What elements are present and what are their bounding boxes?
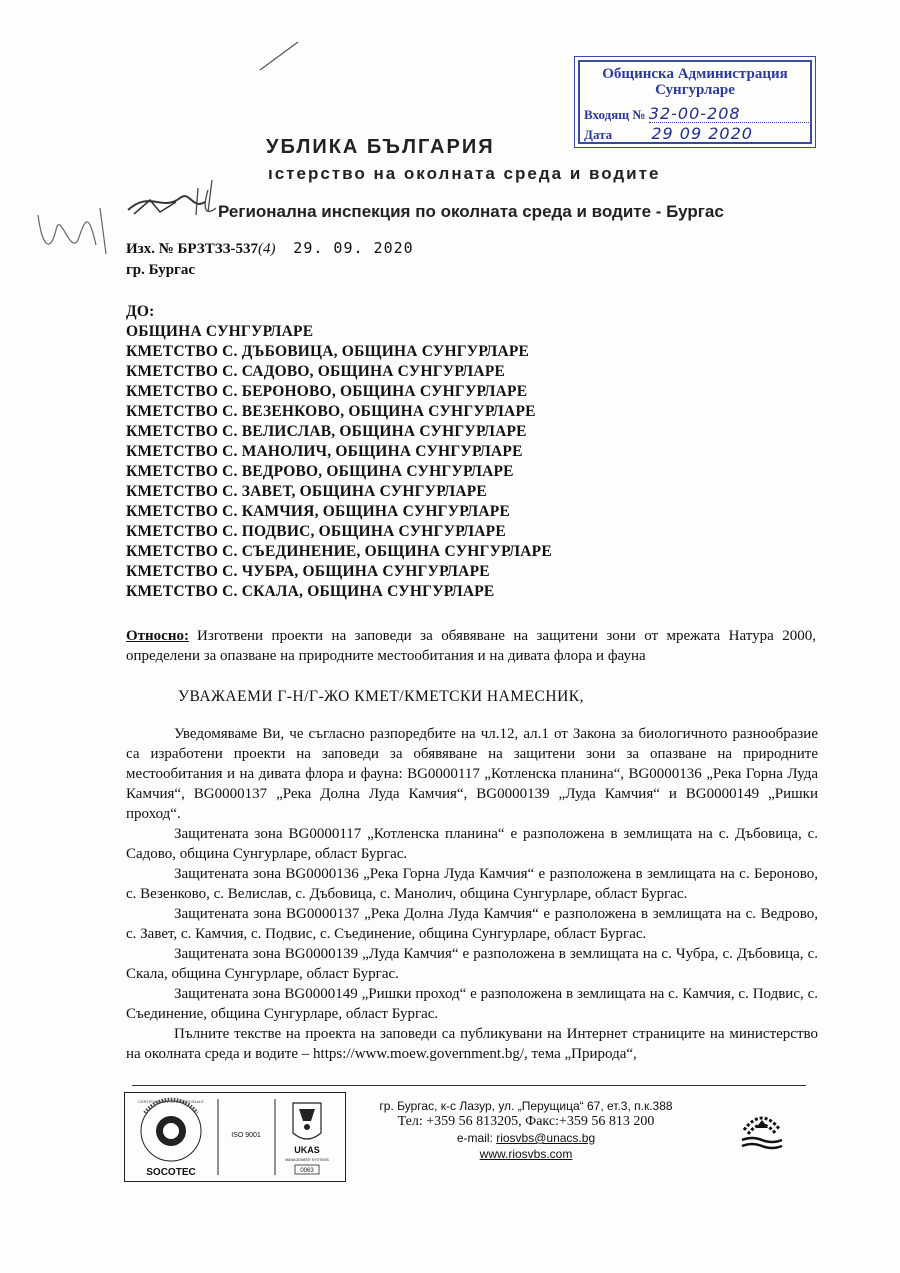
recipient-line: КМЕТСТВО С. ВЕДРОВО, ОБЩИНА СУНГУРЛАРЕ: [126, 463, 514, 480]
footer-website-link[interactable]: www.riosvbs.com: [479, 1147, 573, 1161]
outgoing-reference: [126, 238, 414, 281]
ministry-heading: ıстерство на околната среда и водите: [268, 164, 661, 183]
recipient-line: КМЕТСТВО С. БЕРОНОВО, ОБЩИНА СУНГУРЛАРЕ: [126, 383, 528, 400]
footer-email-line: [356, 1130, 696, 1146]
recipient-line: КМЕТСТВО С. САДОВО, ОБЩИНА СУНГУРЛАРЕ: [126, 363, 506, 380]
stamp-date-value: 29 09 2020: [612, 126, 792, 143]
stamp-date-label: Дата: [584, 127, 613, 142]
footer-phone: Тел: +359 56 813205, Факс:+359 56 813 200: [397, 1114, 655, 1129]
outgoing-handwritten: (4): [258, 241, 276, 257]
riosv-emblem-icon: [738, 1102, 786, 1150]
stamp-incoming-row: [584, 106, 809, 123]
stamp-date-row: [584, 126, 792, 143]
outgoing-date: 29. 09. 2020: [293, 239, 414, 257]
recipient-line: КМЕТСТВО С. ДЪБОВИЦА, ОБЩИНА СУНГУРЛАРЕ: [126, 343, 530, 360]
subject-text: Изготвени проекти на заповеди за обявяване на защитени зони от мрежата Натура 2000, определени за опазване на природните местообитания и на дивата флора и фауна: [126, 628, 816, 664]
ukas-sub: MANAGEMENT SYSTEMS: [285, 1158, 329, 1162]
stamp-org-line2: Сунгурларе: [655, 82, 735, 98]
outgoing-city: гр. Бургас: [126, 262, 196, 278]
body-paragraph: Пълните текстве на проекта на заповеди са публикувани на Интернет страниците на министерство на околната среда и водите – https://www.moew.government.bg/, тема „Природа“,: [126, 1026, 818, 1062]
subject-block: [126, 626, 816, 666]
footer-email-label: e-mail:: [456, 1131, 497, 1145]
certification-logos-graphic: [125, 1093, 344, 1180]
socotec-label: SOCOTEC: [146, 1167, 196, 1178]
stamp-incoming-label: Входящ №: [584, 107, 646, 122]
body-paragraph: Защитената зона BG0000149 „Ришки проход“ е разположена в землищата на с. Камчия, с. Подвис, с. Съединение, община Сунгурларе, област Бургас.: [126, 986, 818, 1022]
body-paragraph: Уведомяваме Ви, че съгласно разпоредбите на чл.12, ал.1 от Закона за биологичното разнообразие са изработени проекти на заповеди за обявяване на защитени зони за опазване на природните местообитания и на дивата флора и фауна: BG0000117 „Котленска планина“, BG0000136 „Река Горна Луда Камчия“, BG0000137 „Река Долна Луда Камчия“, BG0000139 „Луда Камчия“ и BG0000149 „Ришки проход“.: [126, 726, 818, 822]
body-paragraph: Защитената зона BG0000139 „Луда Камчия“ е разположена в землищата на с. Чубра, с. Дъбовица, с. Скала, община Сунгурларе, област Бургас.: [126, 946, 818, 982]
socotec-ring-text: CERTIFICATION INTERNATIONALE: [138, 1099, 204, 1104]
body-paragraph: Защитената зона BG0000117 „Котленска планина“ е разположена в землищата на с. Дъбовица, с. Садово, община Сунгурларе, област Бургас.: [126, 826, 818, 862]
footer-address: гр. Бургас, к-с Лазур, ул. „Перущица“ 67, ет.3, п.к.388: [379, 1099, 673, 1113]
iso-label: ISO 9001: [231, 1132, 261, 1139]
recipient-line: КМЕТСТВО С. ПОДВИС, ОБЩИНА СУНГУРЛАРЕ: [126, 523, 506, 540]
recipient-line: КМЕТСТВО С. ВЕЛИСЛАВ, ОБЩИНА СУНГУРЛАРЕ: [126, 423, 527, 440]
ukas-label: UKAS: [294, 1145, 320, 1155]
recipient-line: КМЕТСТВО С. ЧУБРА, ОБЩИНА СУНГУРЛАРЕ: [126, 563, 490, 580]
body-paragraph: Защитената зона BG0000136 „Река Горна Луда Камчия“ е разположена в землищата на с. Бероново, с. Везенково, с. Велислав, с. Дъбовица, с. Манолич, община Сунгурларе, област Бургас.: [126, 866, 818, 902]
recipients-label: ДО:: [126, 303, 155, 320]
outgoing-number: Изх. № БРЗТЗЗ-537: [126, 241, 259, 257]
inspection-heading: Регионална инспекция по околната среда и водите - Бургас: [218, 202, 724, 221]
footer-contacts: [356, 1098, 696, 1162]
republic-heading: УБЛИКА БЪЛГАРИЯ: [266, 136, 495, 158]
recipient-line: КМЕТСТВО С. КАМЧИЯ, ОБЩИНА СУНГУРЛАРЕ: [126, 503, 510, 520]
stamp-org-line1: Общинска Администрация: [602, 66, 788, 82]
ukas-number: 0063: [300, 1168, 314, 1174]
recipient-line: КМЕТСТВО С. СКАЛА, ОБЩИНА СУНГУРЛАРЕ: [126, 583, 495, 600]
recipient-line: ОБЩИНА СУНГУРЛАРЕ: [126, 323, 314, 340]
letter-body: [126, 724, 818, 1064]
registration-stamp: [578, 60, 812, 144]
stamp-incoming-number: 32-00-208: [649, 106, 809, 123]
recipient-line: КМЕТСТВО С. МАНОЛИЧ, ОБЩИНА СУНГУРЛАРЕ: [126, 443, 523, 460]
footer-email-link[interactable]: riosvbs@unacs.bg: [496, 1131, 596, 1145]
certification-logos: [124, 1092, 346, 1182]
body-paragraph: Защитената зона BG0000137 „Река Долна Луда Камчия“ е разположена в землищата на с. Ведрово, с. Завет, с. Камчия, с. Подвис, с. Съединение, община Сунгурларе, област Бургас.: [126, 906, 818, 942]
salutation: УВАЖАЕМИ Г-Н/Г-ЖО КМЕТ/КМЕТСКИ НАМЕСНИК,: [178, 688, 584, 705]
subject-label: Относно:: [126, 628, 189, 644]
stamp-org: [580, 66, 810, 98]
recipient-line: КМЕТСТВО С. ВЕЗЕНКОВО, ОБЩИНА СУНГУРЛАРЕ: [126, 403, 536, 420]
recipient-line: КМЕТСТВО С. СЪЕДИНЕНИЕ, ОБЩИНА СУНГУРЛАРЕ: [126, 543, 552, 560]
recipient-line: КМЕТСТВО С. ЗАВЕТ, ОБЩИНА СУНГУРЛАРЕ: [126, 483, 487, 500]
recipients-block: [126, 302, 552, 602]
footer-divider: [132, 1085, 806, 1086]
